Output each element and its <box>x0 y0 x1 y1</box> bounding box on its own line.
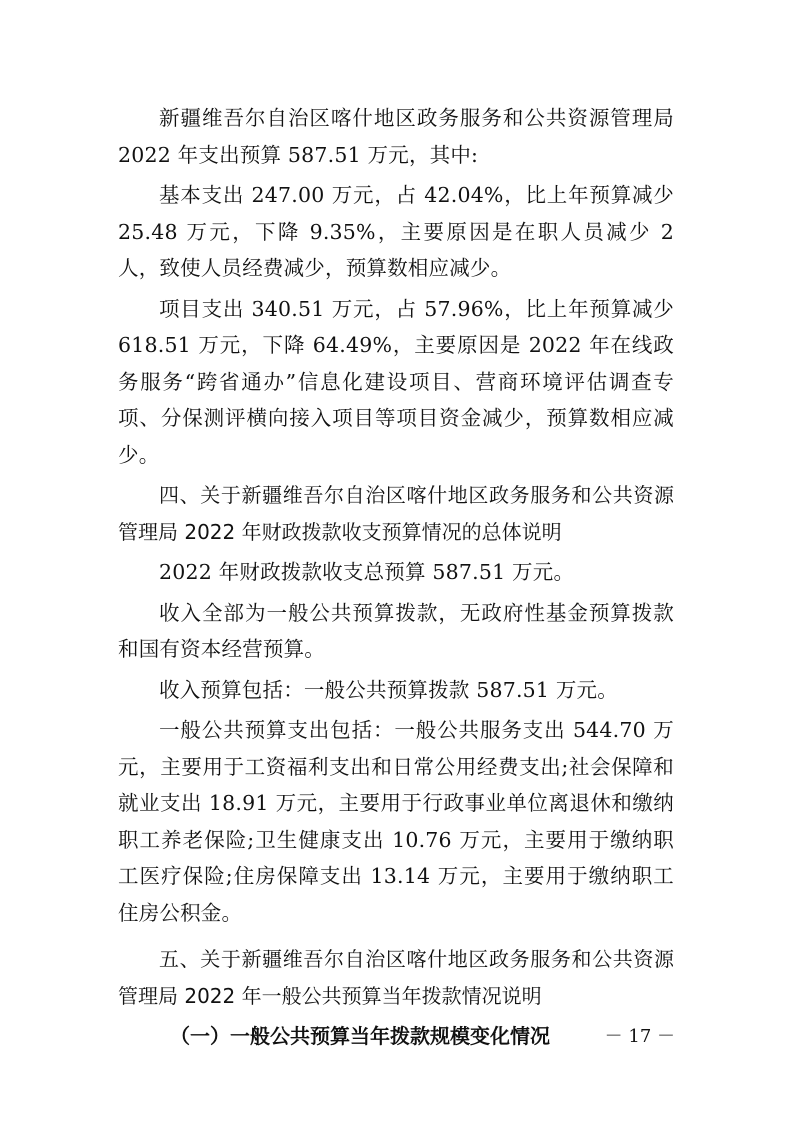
basic-expenditure-paragraph: 基本支出 247.00 万元，占 42.04%，比上年预算减少 25.48 万元，下降 9.35%，主要原因是在职人员减少 2 人，致使人员经费减少，预算数相应减少。 <box>118 183 674 280</box>
section-four-heading: 四、关于新疆维吾尔自治区喀什地区政务服务和公共资源管理局 2022 年财政拨款收支预算情况的总体说明 <box>118 483 674 544</box>
project-expenditure-paragraph: 项目支出 340.51 万元，占 57.96%，比上年预算减少 618.51 万元，下降 64.49%，主要原因是 2022 年在线政务服务“跨省通办”信息化建设项目、营商环境评估调查专项、分保测评横向接入项目等项目资金减少，预算数相应减少。 <box>118 296 674 467</box>
section-five-heading: 五、关于新疆维吾尔自治区喀什地区政务服务和公共资源管理局 2022 年一般公共预算当年拨款情况说明 <box>118 947 674 1008</box>
page-number: － 17 － <box>604 1026 675 1047</box>
document-body <box>118 100 674 1055</box>
subsection-one-heading: （一）一般公共预算当年拨款规模变化情况 <box>170 1024 550 1048</box>
revenue-budget-paragraph: 收入预算包括：一般公共预算拨款 587.51 万元。 <box>159 677 618 702</box>
total-budget-paragraph: 2022 年财政拨款收支总预算 587.51 万元。 <box>159 560 575 584</box>
revenue-source-paragraph: 收入全部为一般公共预算拨款，无政府性基金预算拨款和国有资本经营预算。 <box>118 600 674 661</box>
expenditure-breakdown-paragraph: 一般公共预算支出包括：一般公共服务支出 544.70 万元，主要用于工资福利支出和日常公用经费支出;社会保障和就业支出 18.91 万元，主要用于行政事业单位离退休和缴纳职工养老保险;卫生健康支出 10.76 万元，主要用于缴纳职工医疗保险;住房保障支出 13.14 万元，主要用于缴纳职工住房公积金。 <box>118 718 674 925</box>
budget-summary-paragraph: 新疆维吾尔自治区喀什地区政务服务和公共资源管理局 2022 年支出预算 587.51 万元，其中: <box>118 106 674 167</box>
